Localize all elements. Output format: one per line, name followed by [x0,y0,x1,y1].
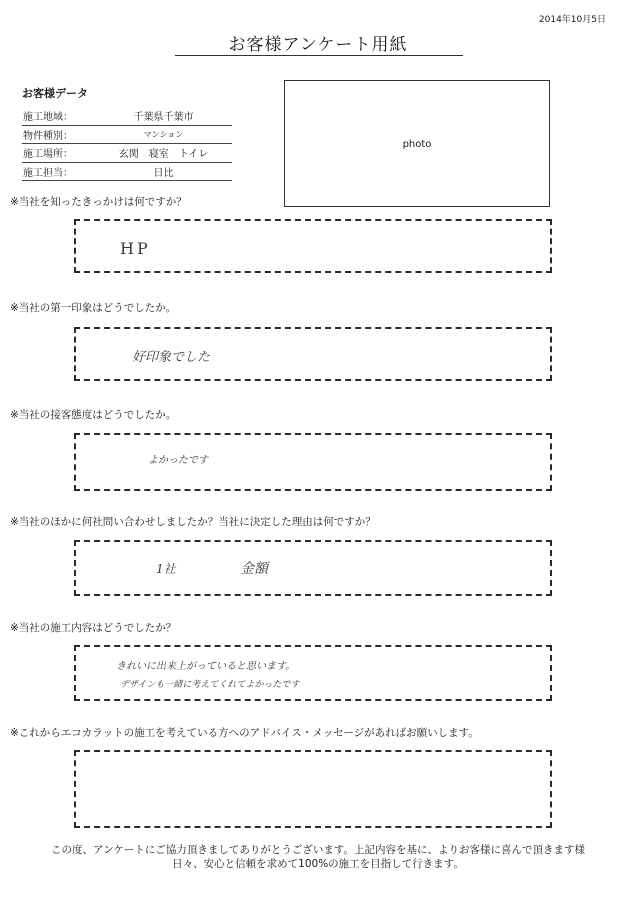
footer-line-2: 日々、安心と信頼を求めて100%の施工を目指して行きます。 [172,858,464,870]
customer-row-area [22,107,232,126]
property-type-label: 物件種別： [23,130,73,142]
photo-label: photo [402,139,432,150]
answer-box-5 [74,645,552,701]
answer-3-text: よかったです [148,455,208,466]
answer-2-text: 好印象でした [132,350,211,365]
customer-row-staff [22,163,232,182]
answer-1-text: HP [120,239,151,258]
answer-box-2 [74,327,552,381]
staff-label: 施工担当： [23,167,73,179]
location-label: 施工場所： [23,149,73,161]
answer-4-text-b: 金額 [240,561,268,577]
question-2: ※当社の第一印象はどうでしたか。 [10,302,177,314]
customer-data-table [22,107,232,181]
answer-box-1 [74,219,552,273]
survey-date: 2014年10月5日 [538,15,606,25]
area-value: 千葉県千葉市 [133,112,194,124]
question-6: ※これからエコカラットの施工を考えている方へのアドバイス・メッセージがあればお願いします。 [10,727,479,739]
customer-data-heading: お客様データ [22,87,88,100]
staff-value: 日比 [153,167,174,179]
property-type-value: マンション [143,129,184,139]
photo-box [284,80,550,207]
answer-5-text-b: デザインも一緒に考えてくれてよかったです [120,680,300,690]
answer-box-4 [74,540,552,596]
customer-row-property-type [22,126,232,145]
footer-line-1: この度、アンケートにご協力頂きましてありがとうございます。上記内容を基に、よりお客様に喜んで頂きます様 [50,844,586,856]
question-4: ※当社のほかに何社問い合わせしましたか？当社に決定した理由は何ですか？ [10,516,376,528]
question-3: ※当社の接客態度はどうでしたか。 [10,409,177,421]
answer-4-text-a: 1社 [156,562,176,576]
answer-5-text-a: きれいに出来上がっていると思います。 [116,661,296,672]
title-underline [175,55,463,56]
location-value: 玄関 寝室 トイレ [118,149,209,161]
customer-row-location [22,144,232,163]
answer-box-6 [74,750,552,828]
answer-box-3 [74,433,552,491]
area-label: 施工地域： [23,112,73,124]
page-title: お客様アンケート用紙 [228,35,408,55]
question-5: ※当社の施工内容はどうでしたか？ [10,622,177,634]
question-1: ※当社を知ったきっかけは何ですか？ [10,196,187,208]
